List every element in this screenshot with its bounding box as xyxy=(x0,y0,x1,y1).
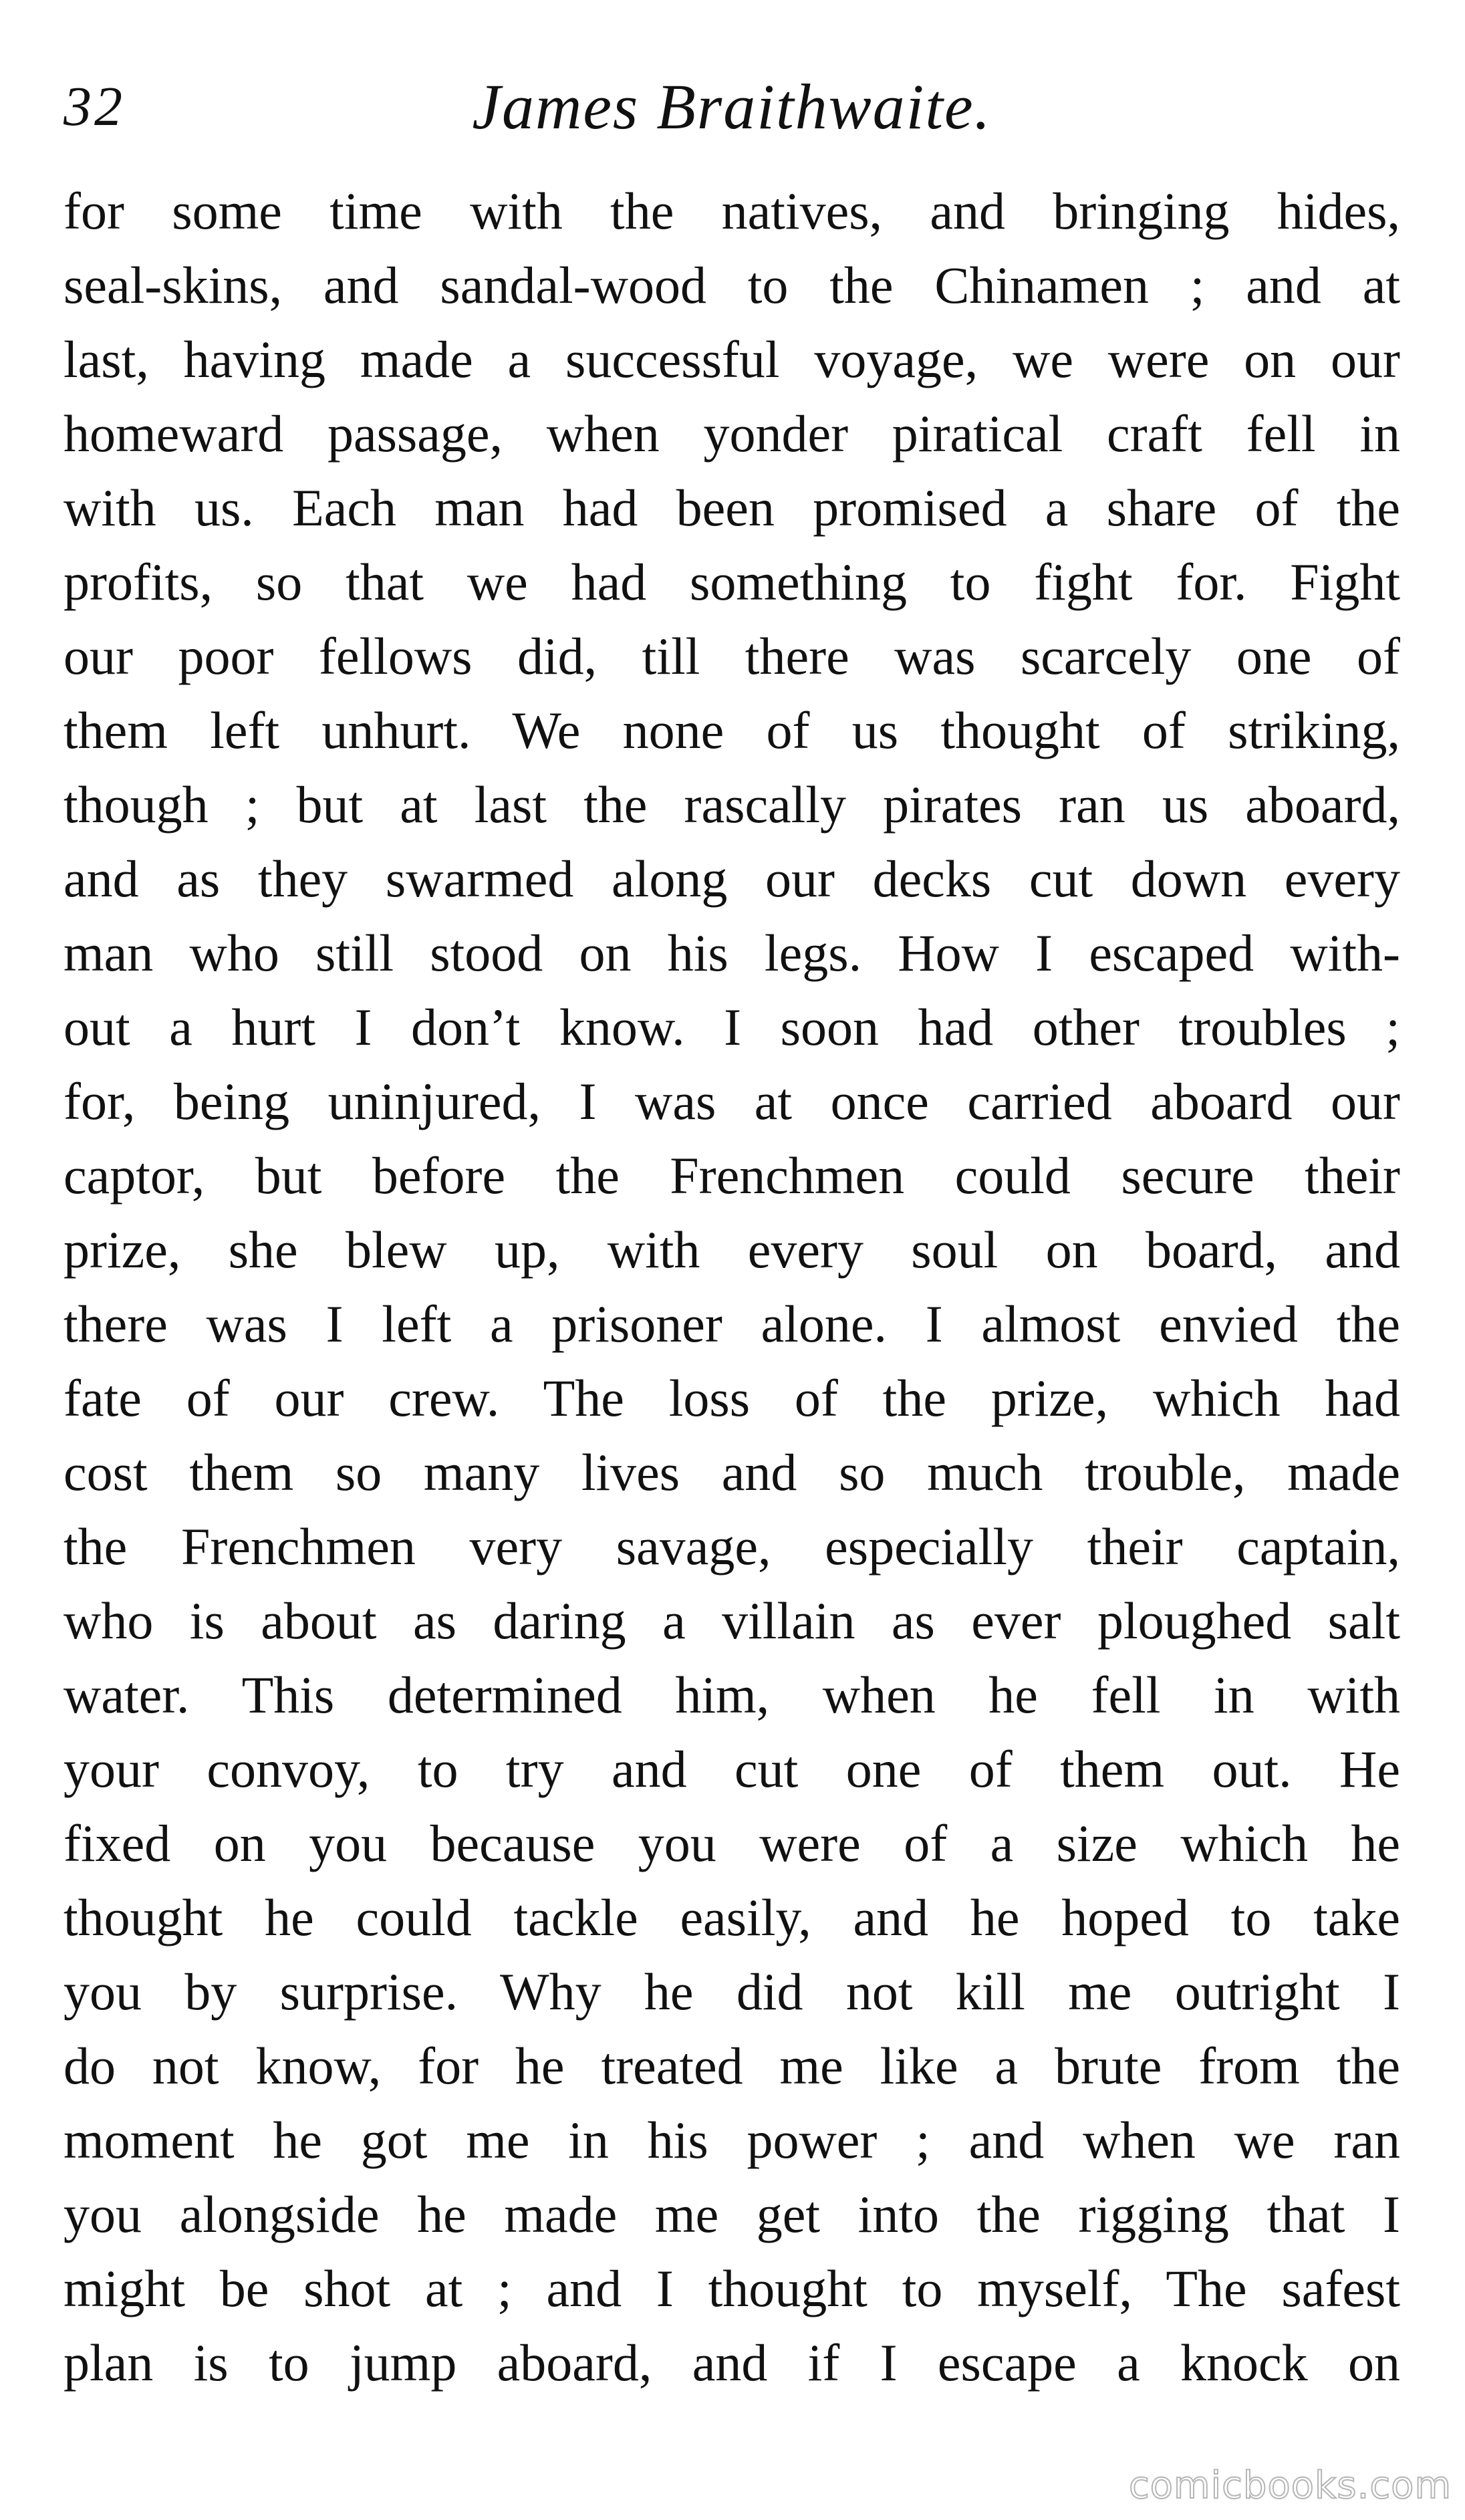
text-line: who is about as daring a villain as ever ploughed salt xyxy=(63,1592,1400,1650)
text-line: for, being uninjured, I was at once carried aboard our xyxy=(63,1072,1400,1130)
page-number: 32 xyxy=(63,76,125,138)
text-line: water. This determined him, when he fell in with xyxy=(63,1666,1400,1724)
text-line: out a hurt I don’t know. I soon had other troubles ; xyxy=(63,998,1400,1056)
text-line: your convoy, to try and cut one of them out. He xyxy=(63,1740,1400,1798)
text-line: our poor fellows did, till there was scarcely one of xyxy=(63,627,1400,685)
text-line: you alongside he made me get into the rigging that I xyxy=(63,2185,1400,2243)
text-line: them left unhurt. We none of us thought of striking, xyxy=(63,701,1400,759)
running-title: James Braithwaite. xyxy=(472,71,992,142)
text-line: though ; but at last the rascally pirates ran us aboard, xyxy=(63,775,1400,834)
text-line: and as they swarmed along our decks cut down every xyxy=(63,850,1400,908)
text-line: fixed on you because you were of a size which he xyxy=(63,1814,1400,1872)
text-line: do not know, for he treated me like a brute from the xyxy=(63,2037,1400,2095)
text-line: you by surprise. Why he did not kill me outright I xyxy=(63,1963,1400,2021)
text-line: last, having made a successful voyage, we were on our xyxy=(63,330,1400,388)
text-line: for some time with the natives, and bringing hides, xyxy=(63,182,1400,240)
page-header xyxy=(63,64,1400,150)
watermark: comicbooks.com xyxy=(1128,2464,1452,2507)
text-line: cost them so many lives and so much trouble, made xyxy=(63,1443,1400,1501)
text-line: thought he could tackle easily, and he hoped to take xyxy=(63,1888,1400,1946)
text-line: plan is to jump aboard, and if I escape a knock on xyxy=(63,2334,1400,2392)
text-line: seal-skins, and sandal-wood to the Chinamen ; and at xyxy=(63,256,1400,314)
body-text xyxy=(63,174,1400,2400)
text-line: profits, so that we had something to fight for. Fight xyxy=(63,553,1400,611)
text-line: fate of our crew. The loss of the prize, which had xyxy=(63,1369,1400,1427)
text-line: man who still stood on his legs. How I escaped with- xyxy=(63,924,1400,982)
text-line: might be shot at ; and I thought to myself, The safest xyxy=(63,2259,1400,2317)
text-line: homeward passage, when yonder piratical craft fell in xyxy=(63,404,1400,463)
text-line: with us. Each man had been promised a share of the xyxy=(63,479,1400,537)
text-line: moment he got me in his power ; and when we ran xyxy=(63,2111,1400,2169)
text-line: the Frenchmen very savage, especially their captain, xyxy=(63,1517,1400,1576)
text-line: there was I left a prisoner alone. I almost envied the xyxy=(63,1295,1400,1353)
text-line: captor, but before the Frenchmen could secure their xyxy=(63,1146,1400,1205)
text-line: prize, she blew up, with every soul on board, and xyxy=(63,1221,1400,1279)
